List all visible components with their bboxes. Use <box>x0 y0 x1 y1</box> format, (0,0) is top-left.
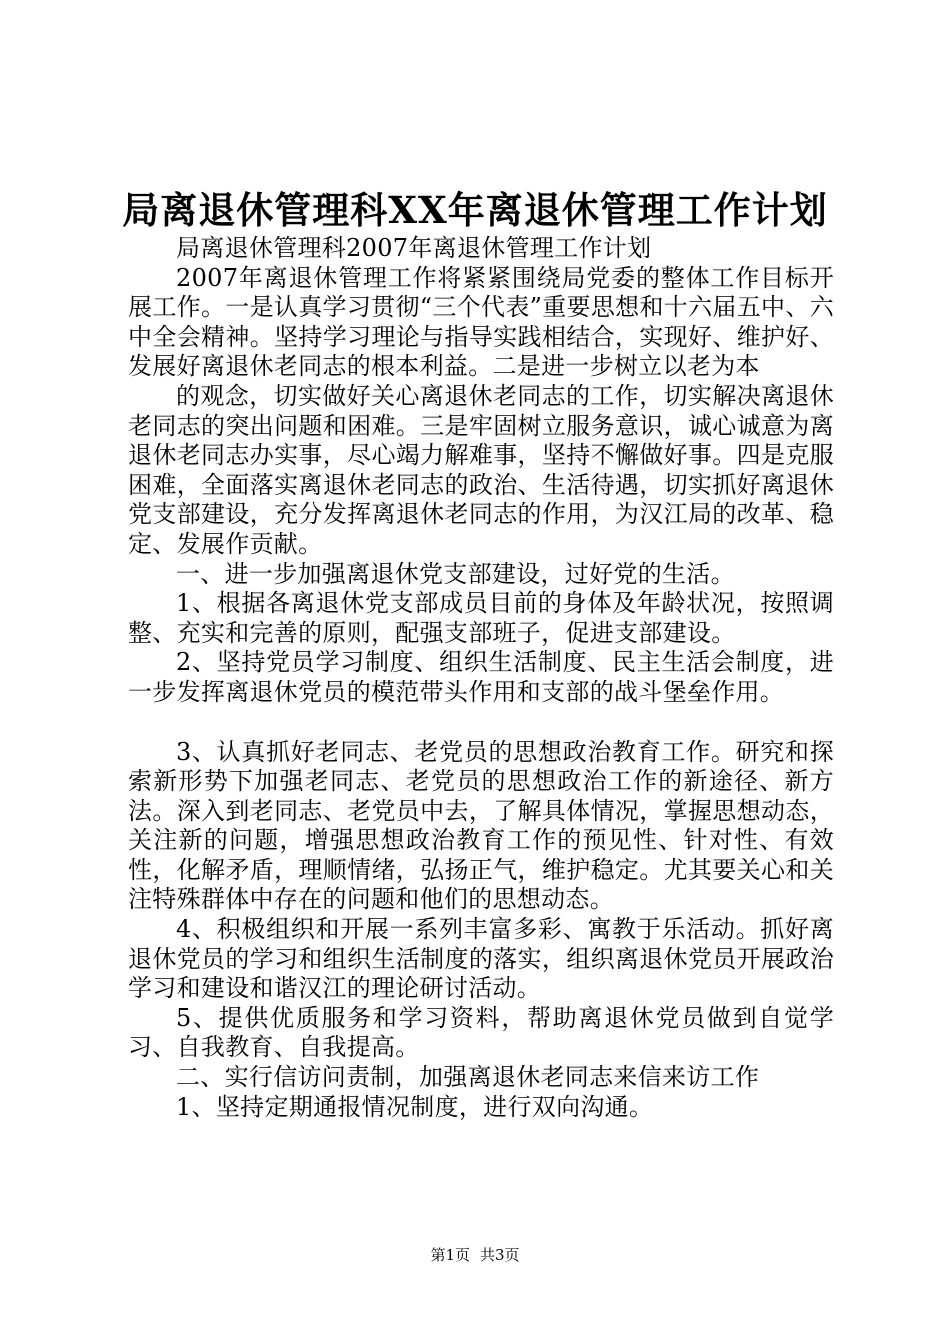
paragraph: 4、积极组织和开展一系列丰富多彩、寓教于乐活动。抓好离退休党员的学习和组织生活制度的落实，组织离退休党员开展政治学习和建设和谐汉江的理论研讨活动。 <box>128 915 834 1003</box>
paragraph: 一、进一步加强离退休党支部建设，过好党的生活。 <box>176 559 735 588</box>
page-total: 共3页 <box>480 1246 520 1264</box>
paragraph: 1、坚持定期通报情况制度，进行双向沟通。 <box>176 1092 654 1121</box>
paragraph: 的观念，切实做好关心离退休老同志的工作，切实解决离退休老同志的突出问题和困难。三是牢固树立服务意识，诚心诚意为离退休老同志办实事，尽心竭力解难事，坚持不懈做好事。四是克服困难，全面落实离退休老同志的政治、生活待遇，切实抓好离退休党支部建设，充分发挥离退休老同志的作用，为汉江局的改革、稳定、发展作贡献。 <box>128 381 834 558</box>
paragraph: 局离退休管理科2007年离退休管理工作计划 <box>176 234 652 262</box>
page-footer <box>0 1245 950 1265</box>
paragraph: 2、坚持党员学习制度、组织生活制度、民主生活会制度，进一步发挥离退休党员的模范带头作用和支部的战斗堡垒作用。 <box>128 648 834 706</box>
paragraph: 二、实行信访问责制，加强离退休老同志来信来访工作 <box>176 1063 760 1092</box>
document-body <box>128 234 834 1122</box>
paragraph: 1、根据各离退休党支部成员目前的身体及年龄状况，按照调整、充实和完善的原则，配强支部班子，促进支部建设。 <box>128 589 834 647</box>
document-title: 局离退休管理科XX年离退休管理工作计划 <box>122 188 828 232</box>
paragraph: 2007年离退休管理工作将紧紧围绕局党委的整体工作目标开展工作。一是认真学习贯彻“三个代表”重要思想和十六届五中、六中全会精神。坚持学习理论与指导实践相结合，实现好、维护好、发展好离退休老同志的根本利益。二是进一步树立以老为本 <box>128 263 834 381</box>
paragraph: 3、认真抓好老同志、老党员的思想政治教育工作。研究和探索新形势下加强老同志、老党员的思想政治工作的新途径、新方法。深入到老同志、老党员中去，了解具体情况，掌握思想动态，关注新的问题，增强思想政治教育工作的预见性、针对性、有效性，化解矛盾，理顺情绪，弘扬正气，维护稳定。尤其要关心和关注特殊群体中存在的问题和他们的思想动态。 <box>128 737 834 914</box>
page-number: 第1页 <box>430 1246 470 1264</box>
paragraph: 5、提供优质服务和学习资料，帮助离退休党员做到自觉学习、自我教育、自我提高。 <box>128 1003 834 1062</box>
